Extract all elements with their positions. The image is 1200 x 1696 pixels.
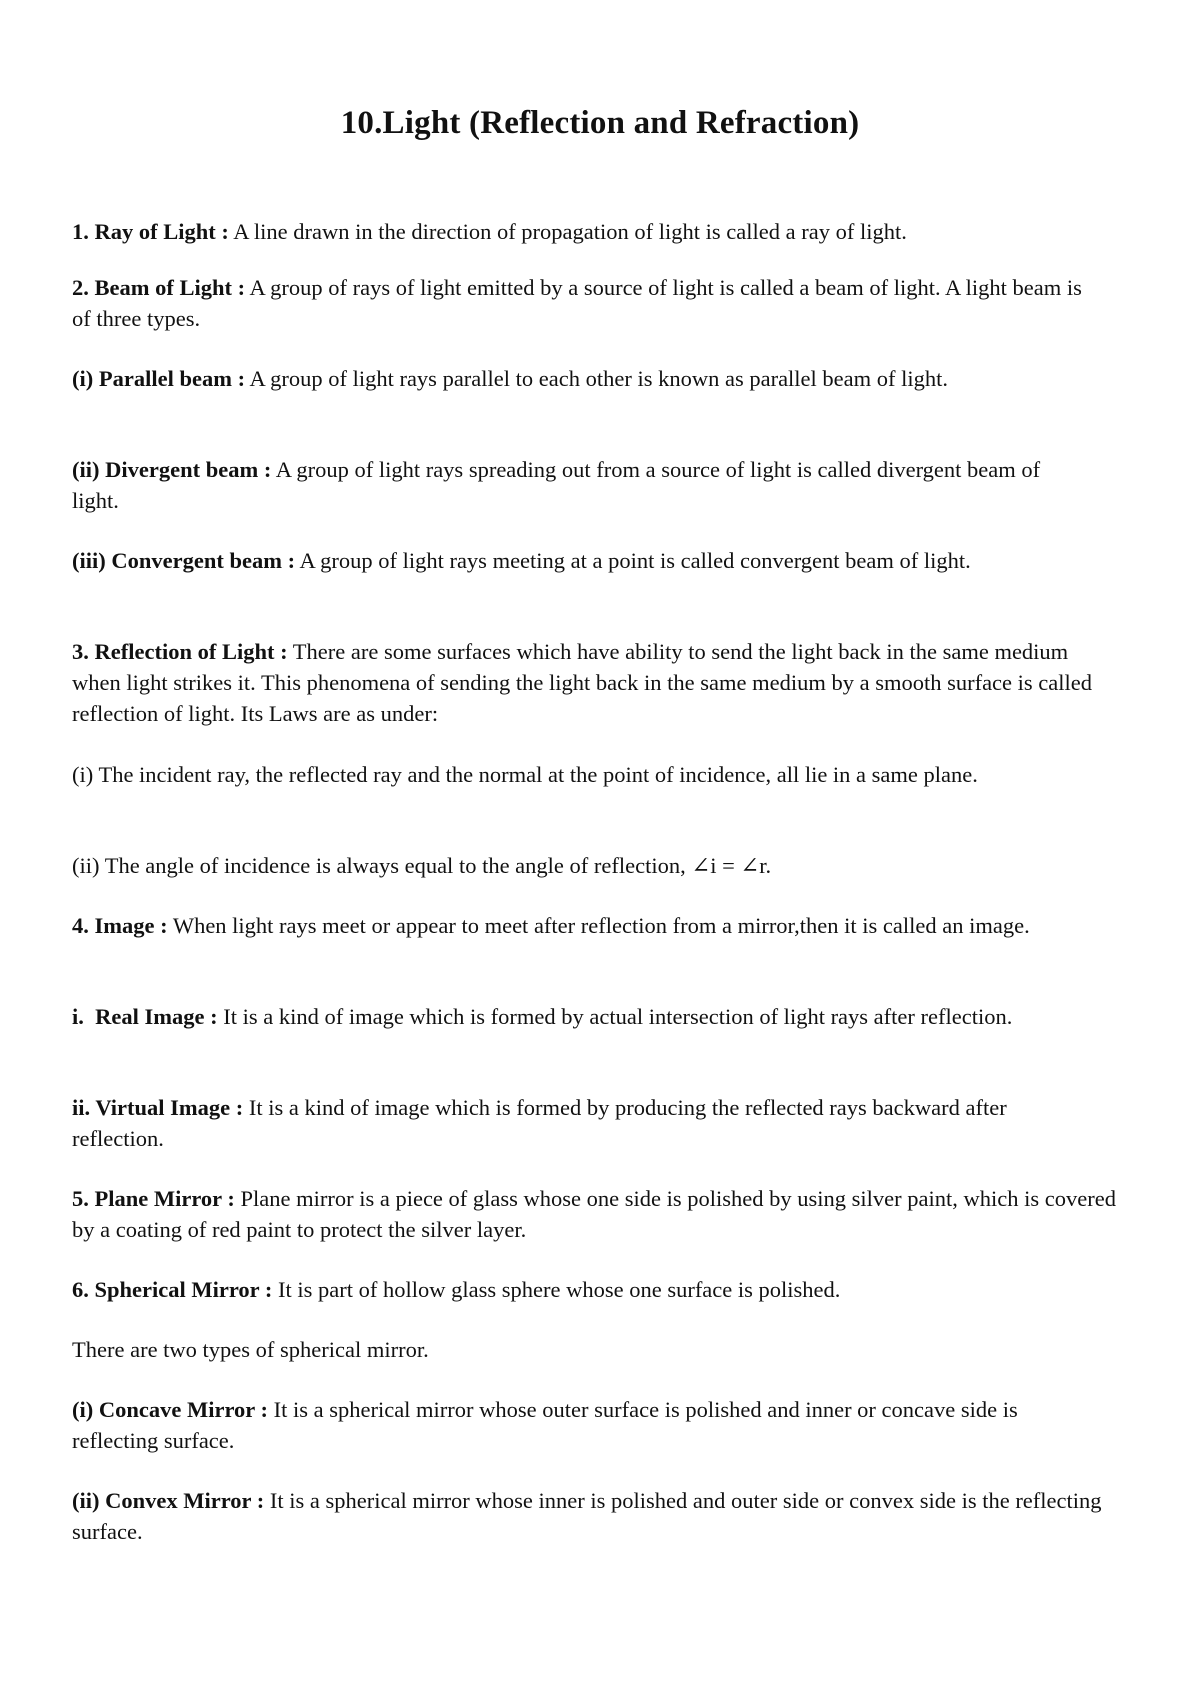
term-label: (iii) Convergent beam : — [72, 548, 296, 573]
paragraph-parallel-beam — [72, 363, 1062, 394]
body-text: There are two types of spherical mirror. — [72, 1337, 429, 1362]
paragraph-divergent-beam — [72, 454, 1072, 516]
definition-text: It is a spherical mirror whose inner is polished and outer side or convex side is the reflecting surface. — [72, 1488, 1102, 1544]
definition-text: It is part of hollow glass sphere whose one surface is polished. — [272, 1277, 841, 1302]
term-label: 3. Reflection of Light : — [72, 639, 288, 664]
paragraph-spherical-mirror — [72, 1274, 1117, 1305]
term-label: ii. Virtual Image : — [72, 1095, 244, 1120]
paragraph-convergent-beam — [72, 545, 1102, 576]
law-text: (ii) The angle of incidence is always equal to the angle of reflection, ∠i = ∠r. — [72, 853, 772, 878]
paragraph-reflection-of-light — [72, 636, 1117, 729]
definition-text: There are some surfaces which have ability to send the light back in the same medium when light strikes it. This phenomena of sending the light back in the same medium by a smooth surface is called reflection of light. Its Laws are as under: — [72, 639, 1092, 726]
paragraph-real-image — [72, 1001, 1122, 1032]
term-label: 5. Plane Mirror : — [72, 1186, 235, 1211]
term-label: 1. Ray of Light : — [72, 219, 229, 244]
term-label: 2. Beam of Light : — [72, 275, 246, 300]
term-label: (ii) Divergent beam : — [72, 457, 272, 482]
definition-text: A group of rays of light emitted by a source of light is called a beam of light. A light beam is of three types. — [72, 275, 1082, 331]
definition-text: It is a kind of image which is formed by actual intersection of light rays after reflection. — [217, 1004, 1013, 1029]
law-text: (i) The incident ray, the reflected ray and the normal at the point of incidence, all lie in a same plane. — [72, 762, 978, 787]
paragraph-spherical-types — [72, 1334, 1117, 1365]
paragraph-image — [72, 910, 1082, 941]
definition-text: It is a kind of image which is formed by producing the reflected rays backward after reflection. — [72, 1095, 1007, 1151]
term-label: 6. Spherical Mirror : — [72, 1277, 273, 1302]
definition-text: It is a spherical mirror whose outer surface is polished and inner or concave side is reflecting surface. — [72, 1397, 1018, 1453]
definition-text: A line drawn in the direction of propagation of light is called a ray of light. — [228, 219, 907, 244]
paragraph-beam-of-light — [72, 272, 1092, 334]
paragraph-plane-mirror — [72, 1183, 1117, 1245]
definition-text: A group of light rays parallel to each other is known as parallel beam of light. — [245, 366, 949, 391]
law-of-reflection-1 — [72, 759, 1127, 790]
definition-text: When light rays meet or appear to meet after reflection from a mirror,then it is called an image. — [167, 913, 1030, 938]
term-label: 4. Image : — [72, 913, 168, 938]
definition-text: Plane mirror is a piece of glass whose one side is polished by using silver paint, which is covered by a coating of red paint to protect the silver layer. — [72, 1186, 1116, 1242]
definition-text: A group of light rays meeting at a point is called convergent beam of light. — [295, 548, 971, 573]
term-label: (i) Parallel beam : — [72, 366, 246, 391]
paragraph-ray-of-light — [72, 216, 1117, 247]
definition-text: A group of light rays spreading out from a source of light is called divergent beam of light. — [72, 457, 1041, 513]
paragraph-virtual-image — [72, 1092, 1072, 1154]
paragraph-convex-mirror — [72, 1485, 1122, 1547]
law-of-reflection-2 — [72, 850, 1117, 881]
page-title: 10.Light (Reflection and Refraction) — [340, 105, 860, 141]
term-label: (ii) Convex Mirror : — [72, 1488, 265, 1513]
term-label: (i) Concave Mirror : — [72, 1397, 268, 1422]
paragraph-concave-mirror — [72, 1394, 1082, 1456]
term-label: i. Real Image : — [72, 1004, 218, 1029]
